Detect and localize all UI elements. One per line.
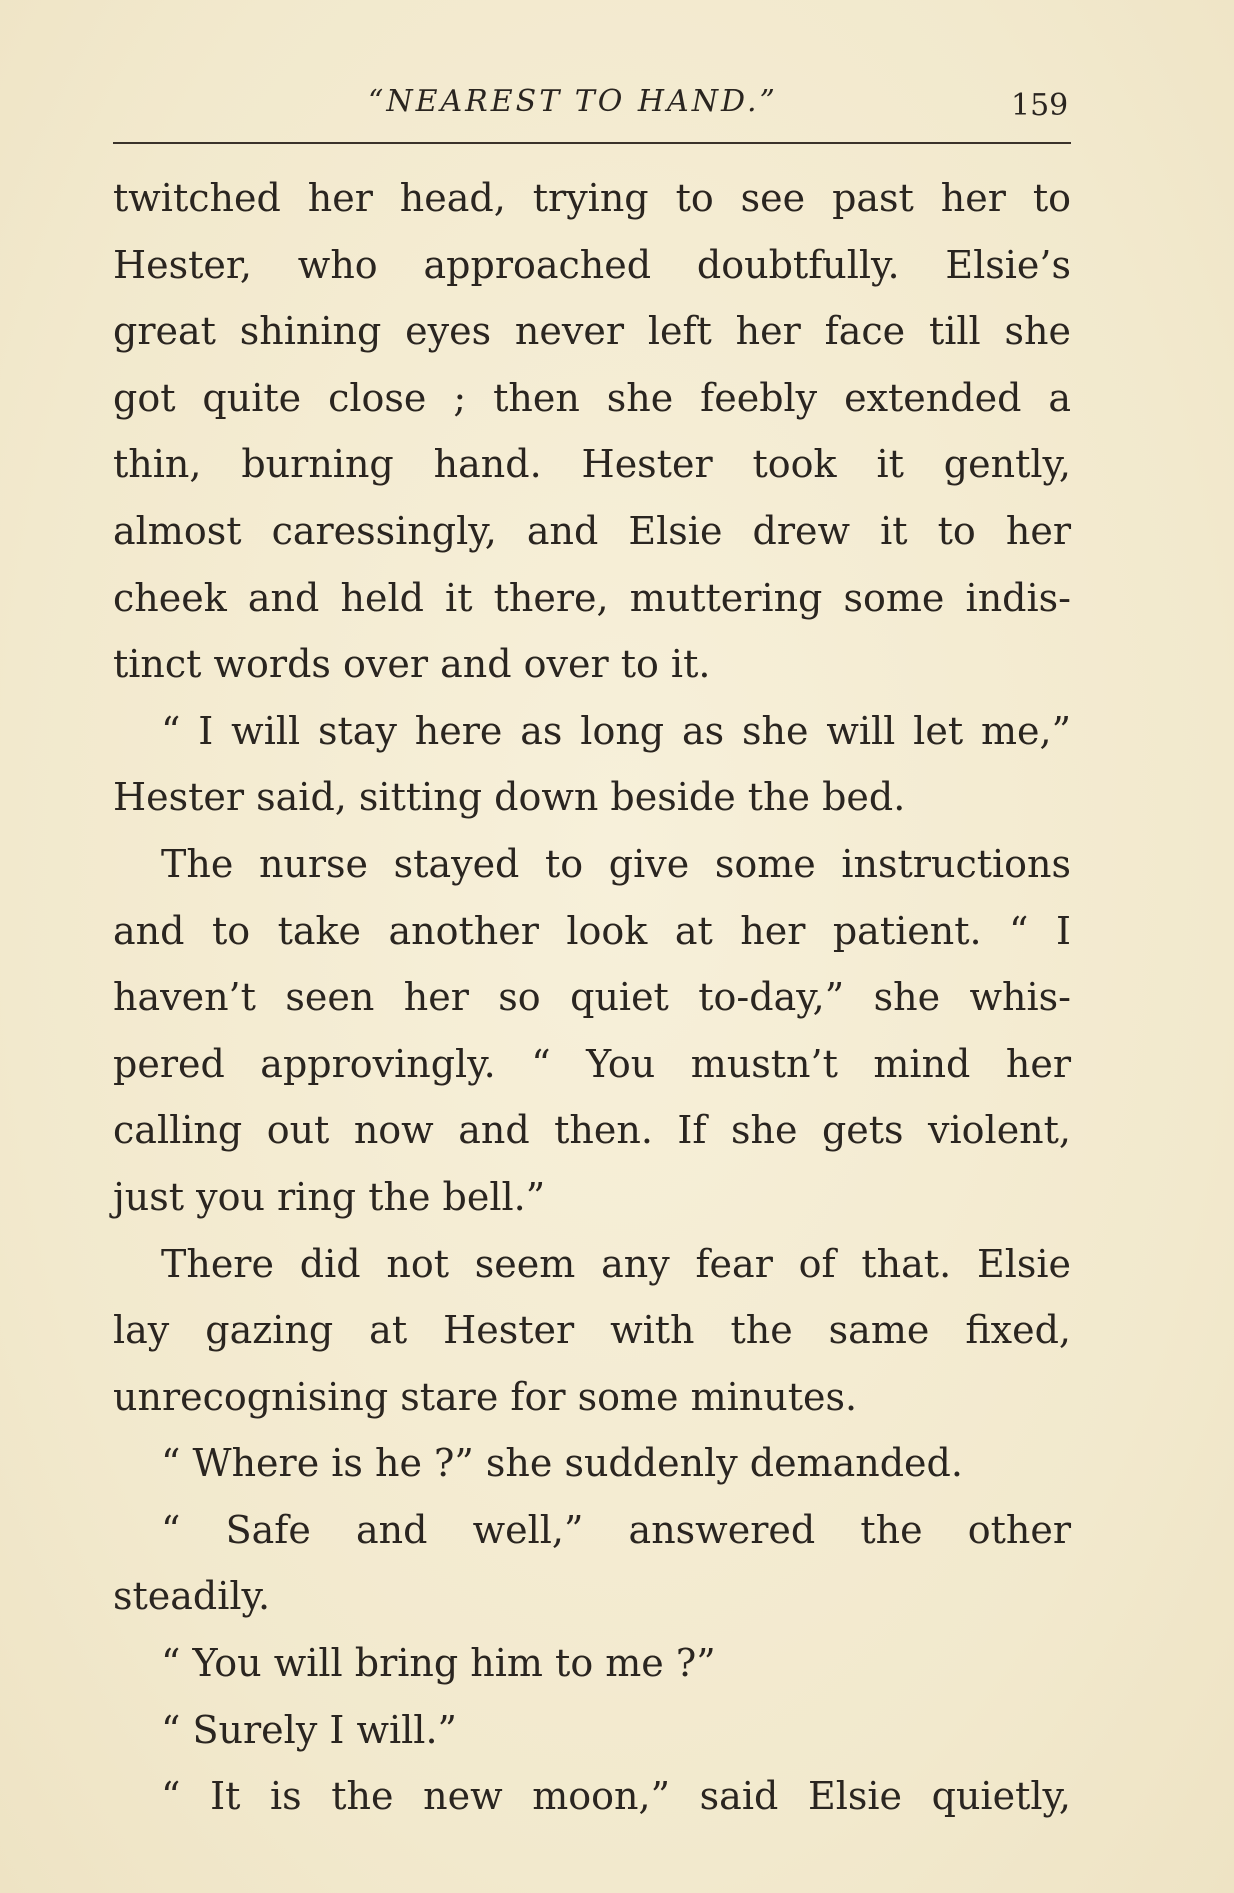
text-line: Hester said, sitting down beside the bed. (113, 775, 906, 820)
text-line: unrecognising stare for some minutes. (113, 1374, 858, 1419)
body-text (113, 165, 1071, 1830)
text-line: just you ring the bell.” (113, 1174, 546, 1219)
text-line: got quite close ; then she feebly extended a (113, 375, 1071, 420)
text-line: thin, burning hand. Hester took it gently, (113, 442, 1071, 487)
text-line: calling out now and then. If she gets violent, (113, 1108, 1071, 1153)
text-line: “ Safe and well,” answered the other (161, 1507, 1071, 1552)
running-head (0, 84, 1234, 124)
text-line: cheek and held it there, muttering some indis- (113, 575, 1071, 620)
page-number: 159 (1011, 88, 1069, 123)
text-line: “ It is the new moon,” said Elsie quietly, (161, 1774, 1071, 1819)
text-line: “ Surely I will.” (161, 1707, 457, 1752)
text-line: There did not seem any fear of that. Elsie (161, 1241, 1071, 1286)
text-line: “ You will bring him to me ?” (161, 1641, 716, 1686)
text-line: The nurse stayed to give some instructions (161, 841, 1071, 886)
text-line: “ I will stay here as long as she will let me,” (161, 708, 1071, 753)
text-line: steadily. (113, 1574, 271, 1619)
text-line: tinct words over and over to it. (113, 642, 711, 687)
text-line: almost caressingly, and Elsie drew it to her (113, 508, 1071, 553)
text-line: haven’t seen her so quiet to-day,” she whis- (113, 975, 1071, 1020)
text-line: great shining eyes never left her face till she (113, 309, 1071, 354)
text-line: and to take another look at her patient. “ I (113, 908, 1071, 953)
text-line: pered approvingly. “ You mustn’t mind her (113, 1041, 1071, 1086)
running-title: “NEAREST TO HAND.” (368, 84, 778, 119)
text-line: “ Where is he ?” she suddenly demanded. (161, 1441, 963, 1486)
text-line: twitched her head, trying to see past her to (113, 176, 1071, 220)
text-line: lay gazing at Hester with the same fixed, (113, 1308, 1071, 1353)
text-line: Hester, who approached doubtfully. Elsie’s (113, 242, 1071, 287)
header-rule (113, 142, 1071, 144)
